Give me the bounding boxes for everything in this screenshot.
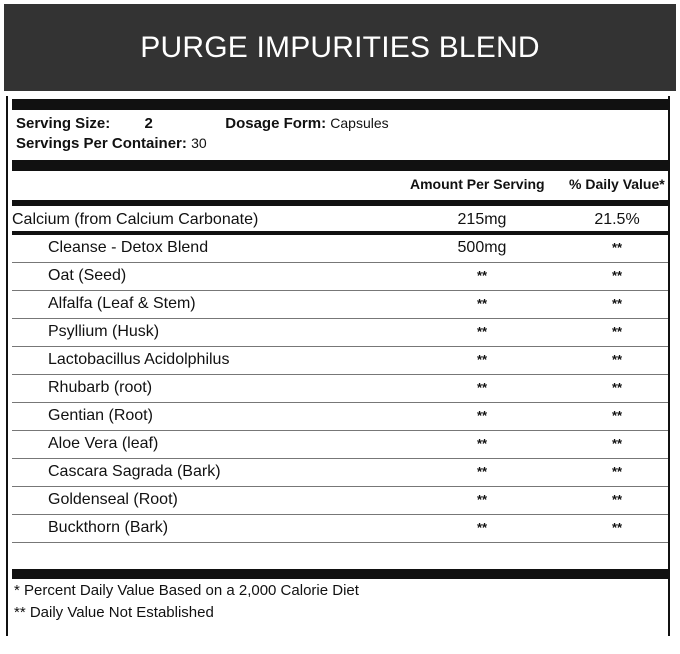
servings-per-container-label: Servings Per Container: bbox=[16, 135, 187, 152]
ingredient-amount: ** bbox=[476, 464, 488, 479]
footnote-percent-dv: * Percent Daily Value Based on a 2,000 Calorie Diet bbox=[14, 582, 359, 599]
ingredient-daily-value: ** bbox=[611, 492, 623, 507]
ingredient-amount: ** bbox=[476, 380, 488, 395]
servings-per-container-line bbox=[16, 135, 207, 152]
ingredient-amount: ** bbox=[476, 492, 488, 507]
serving-size-line bbox=[16, 115, 389, 132]
ingredient-row bbox=[12, 487, 668, 515]
ingredient-amount: 215mg bbox=[457, 211, 507, 228]
supplement-facts-panel bbox=[6, 96, 670, 636]
ingredient-amount: 500mg bbox=[457, 239, 507, 256]
ingredient-name: Oat (Seed) bbox=[48, 267, 127, 284]
ingredient-name: Goldenseal (Root) bbox=[48, 491, 178, 508]
ingredient-daily-value: ** bbox=[611, 520, 623, 535]
title-banner bbox=[4, 4, 676, 91]
ingredient-amount: ** bbox=[476, 520, 488, 535]
ingredient-daily-value: ** bbox=[611, 352, 623, 367]
top-divider bbox=[12, 99, 668, 110]
ingredient-daily-value: 21.5% bbox=[594, 211, 640, 228]
ingredient-daily-value: ** bbox=[611, 380, 623, 395]
ingredient-name: Buckthorn (Bark) bbox=[48, 519, 169, 536]
ingredient-row bbox=[12, 347, 668, 375]
footnote-not-established: ** Daily Value Not Established bbox=[14, 604, 214, 621]
ingredient-daily-value: ** bbox=[611, 408, 623, 423]
nutrient-row bbox=[12, 207, 668, 235]
ingredient-row bbox=[12, 431, 668, 459]
ingredient-amount: ** bbox=[476, 408, 488, 423]
ingredient-name: Calcium (from Calcium Carbonate) bbox=[12, 211, 259, 228]
ingredient-amount: ** bbox=[476, 352, 488, 367]
ingredient-row bbox=[12, 263, 668, 291]
ingredient-name: Aloe Vera (leaf) bbox=[48, 435, 159, 452]
page-title: PURGE IMPURITIES BLEND bbox=[140, 30, 540, 64]
ingredient-row bbox=[12, 403, 668, 431]
ingredient-name: Lactobacillus Acidolphilus bbox=[48, 351, 230, 368]
serving-size-value: 2 bbox=[144, 115, 153, 132]
column-header-daily-value: % Daily Value* bbox=[569, 176, 665, 192]
ingredient-row bbox=[12, 235, 668, 263]
ingredient-name: Psyllium (Husk) bbox=[48, 323, 160, 340]
ingredient-name: Rhubarb (root) bbox=[48, 379, 153, 396]
ingredient-daily-value: ** bbox=[611, 268, 623, 283]
ingredient-name: Gentian (Root) bbox=[48, 407, 153, 424]
ingredient-daily-value: ** bbox=[611, 436, 623, 451]
bottom-divider bbox=[12, 569, 668, 579]
ingredient-name: Alfalfa (Leaf & Stem) bbox=[48, 295, 196, 312]
dosage-form-label: Dosage Form: bbox=[225, 115, 327, 132]
ingredient-row bbox=[12, 291, 668, 319]
ingredient-amount: ** bbox=[476, 268, 488, 283]
servings-per-container-value: 30 bbox=[191, 135, 207, 151]
ingredient-daily-value: ** bbox=[611, 464, 623, 479]
ingredient-amount: ** bbox=[476, 324, 488, 339]
ingredient-row bbox=[12, 375, 668, 403]
header-divider bbox=[12, 200, 668, 206]
ingredient-daily-value: ** bbox=[611, 240, 623, 255]
column-header-amount: Amount Per Serving bbox=[410, 176, 545, 192]
dosage-form-value: Capsules bbox=[330, 115, 389, 131]
ingredient-name: Cascara Sagrada (Bark) bbox=[48, 463, 221, 480]
serving-size-label: Serving Size: bbox=[16, 115, 111, 132]
ingredient-row bbox=[12, 515, 668, 543]
ingredient-amount: ** bbox=[476, 436, 488, 451]
ingredient-name: Cleanse - Detox Blend bbox=[48, 239, 209, 256]
ingredient-row bbox=[12, 459, 668, 487]
ingredient-daily-value: ** bbox=[611, 324, 623, 339]
ingredient-daily-value: ** bbox=[611, 296, 623, 311]
section-divider bbox=[12, 160, 668, 171]
ingredient-amount: ** bbox=[476, 296, 488, 311]
ingredient-row bbox=[12, 319, 668, 347]
